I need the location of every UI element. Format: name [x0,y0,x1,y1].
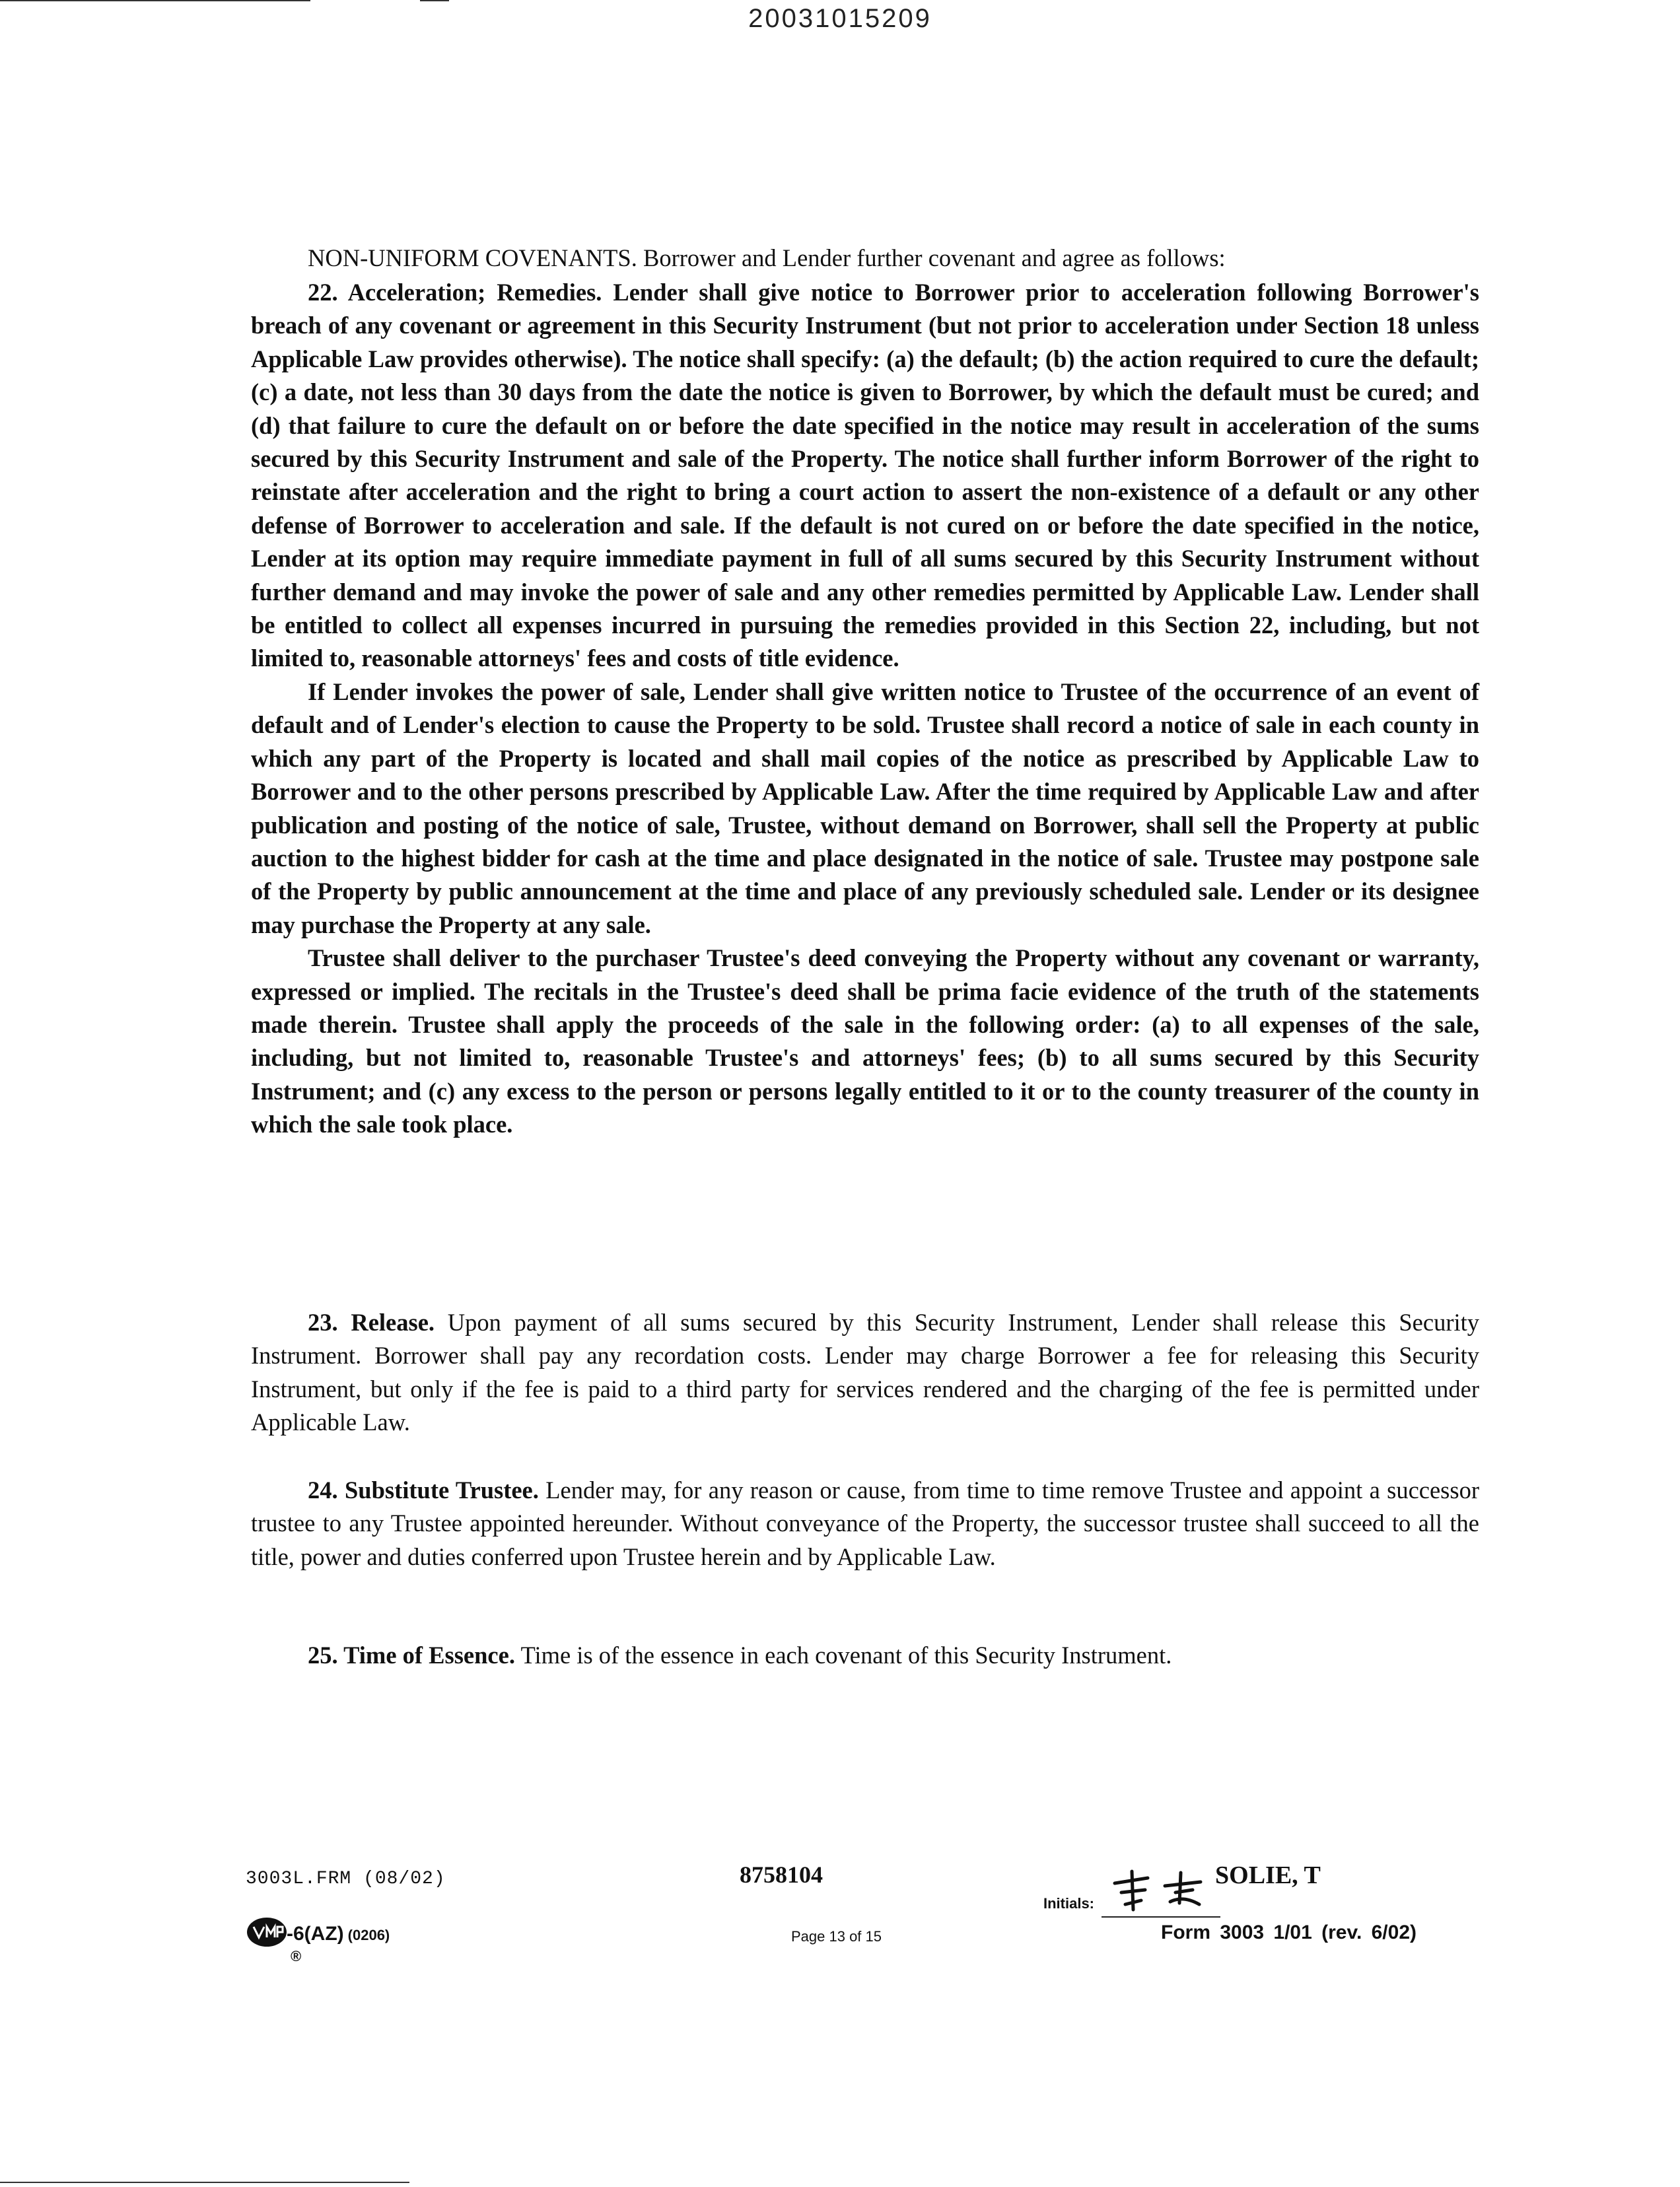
section-25 [251,1639,1479,1672]
vmp-revision: (0206) [347,1927,390,1943]
section-23-heading: 23. Release. [308,1309,435,1336]
scan-border-top-mark [420,0,449,1]
vmp-logo-icon [246,1914,288,1953]
section-23 [251,1306,1479,1440]
loan-number: 8758104 [740,1861,823,1888]
section-22-paragraph-1 [251,276,1479,676]
scan-border-top-left [0,0,310,1]
section-24-heading: 24. Substitute Trustee. [308,1476,539,1504]
vmp-form-code [287,1923,390,1945]
initials-signature-icon [1102,1863,1220,1916]
registered-mark: ® [291,1948,302,1964]
section-25-heading: 25. Time of Essence. [308,1642,515,1669]
section-24-paragraph [251,1474,1479,1574]
section-22 [251,276,1479,1142]
scan-border-bottom-left [0,2182,409,2183]
section-24-text: Lender may, for any reason or cause, from time to time remove Trustee and appoint a successor trustee to any Trustee appointed hereunder. Without conveyance of the Property, the successor trustee shall succeed to all the title, power and duties conferred upon Trustee herein and by Applicable Law. [251,1476,1479,1570]
section-22-text: Lender shall give notice to Borrower prior to acceleration following Borrower's breach of any covenant or agreement in this Security Instrument (but not prior to acceleration under Section 18 unless Applicable Law provides otherwise). The notice shall specify: (a) the default; (b) the action required to cure the default; (c) a date, not less than 30 days from the date the notice is given to Borrower, by which the default must be cured; and (d) that failure to cure the default on or before the date specified in the notice may result in acceleration of the sums secured by this Security Instrument and sale of the Property. The notice shall further inform Borrower of the right to reinstate after acceleration and the right to bring a court action to assert the non-existence of a default or any other defense of Borrower to acceleration and sale. If the default is not cured on or before the date specified in the notice, Lender at its option may require immediate payment in full of all sums secured by this Security Instrument without further demand and may invoke the power of sale and any other remedies permitted by Applicable Law. Lender shall be entitled to collect all expenses incurred in pursuing the remedies provided in this Section 22, including, but not limited to, reasonable attorneys' fees and costs of title evidence. [251,279,1479,672]
vmp-code-text: -6(AZ) [287,1923,344,1945]
page-number: Page 13 of 15 [791,1928,882,1945]
document-number: 20031015209 [748,4,932,33]
section-22-paragraph-2: If Lender invokes the power of sale, Lender shall give written notice to Trustee of the occurrence of an event of default and of Lender's election to cause the Property to be sold. Trustee shall record a notice of sale in each county in which any part of the Property is located and shall mail copies of the notice as prescribed by Applicable Law to Borrower and to the other persons prescribed by Applicable Law. After the time required by Applicable Law and after publication and posting of the notice of sale, Trustee, without demand on Borrower, shall sell the Property at public auction to the highest bidder for cash at the time and place designated in the notice of sale. Trustee may postpone sale of the Property by public announcement at the time and place of any previously scheduled sale. Lender or its designee may purchase the Property at any sale. [251,677,1479,938]
section-23-paragraph [251,1306,1479,1440]
file-code: 3003L.FRM (08/02) [246,1869,446,1889]
section-22-heading: 22. Acceleration; Remedies. [308,279,602,306]
form-identifier: Form 3003 1/01 (rev. 6/02) [1161,1922,1417,1943]
borrower-name: SOLIE, T [1215,1861,1321,1889]
section-25-paragraph [251,1639,1479,1672]
section-25-text: Time is of the essence in each covenant of this Security Instrument. [520,1642,1172,1669]
section-24 [251,1474,1479,1574]
section-23-text: Upon payment of all sums secured by this Security Instrument, Lender shall release this Security Instrument. Borrower shall pay any recordation costs. Lender may charge Borrower a fee for releasing this Security Instrument, but only if the fee is paid to a third party for services rendered and the charging of the fee is permitted under Applicable Law. [251,1309,1480,1436]
intro-line: NON-UNIFORM COVENANTS. Borrower and Lender further covenant and agree as follows: [308,244,1226,271]
initials-line [1102,1916,1220,1918]
initials-label: Initials: [1043,1895,1095,1912]
section-22-paragraph-3: Trustee shall deliver to the purchaser Trustee's deed conveying the Property without any covenant or warranty, expressed or implied. The recitals in the Trustee's deed shall be prima facie evidence of the truth of the statements made therein. Trustee shall apply the proceeds of the sale in the following order: (a) to all expenses of the sale, including, but not limited to, reasonable Trustee's and attorneys' fees; (b) to all sums secured by this Security Instrument; and (c) any excess to the person or persons legally entitled to it or to the county treasurer of the county in which the sale took place. [251,944,1479,1138]
